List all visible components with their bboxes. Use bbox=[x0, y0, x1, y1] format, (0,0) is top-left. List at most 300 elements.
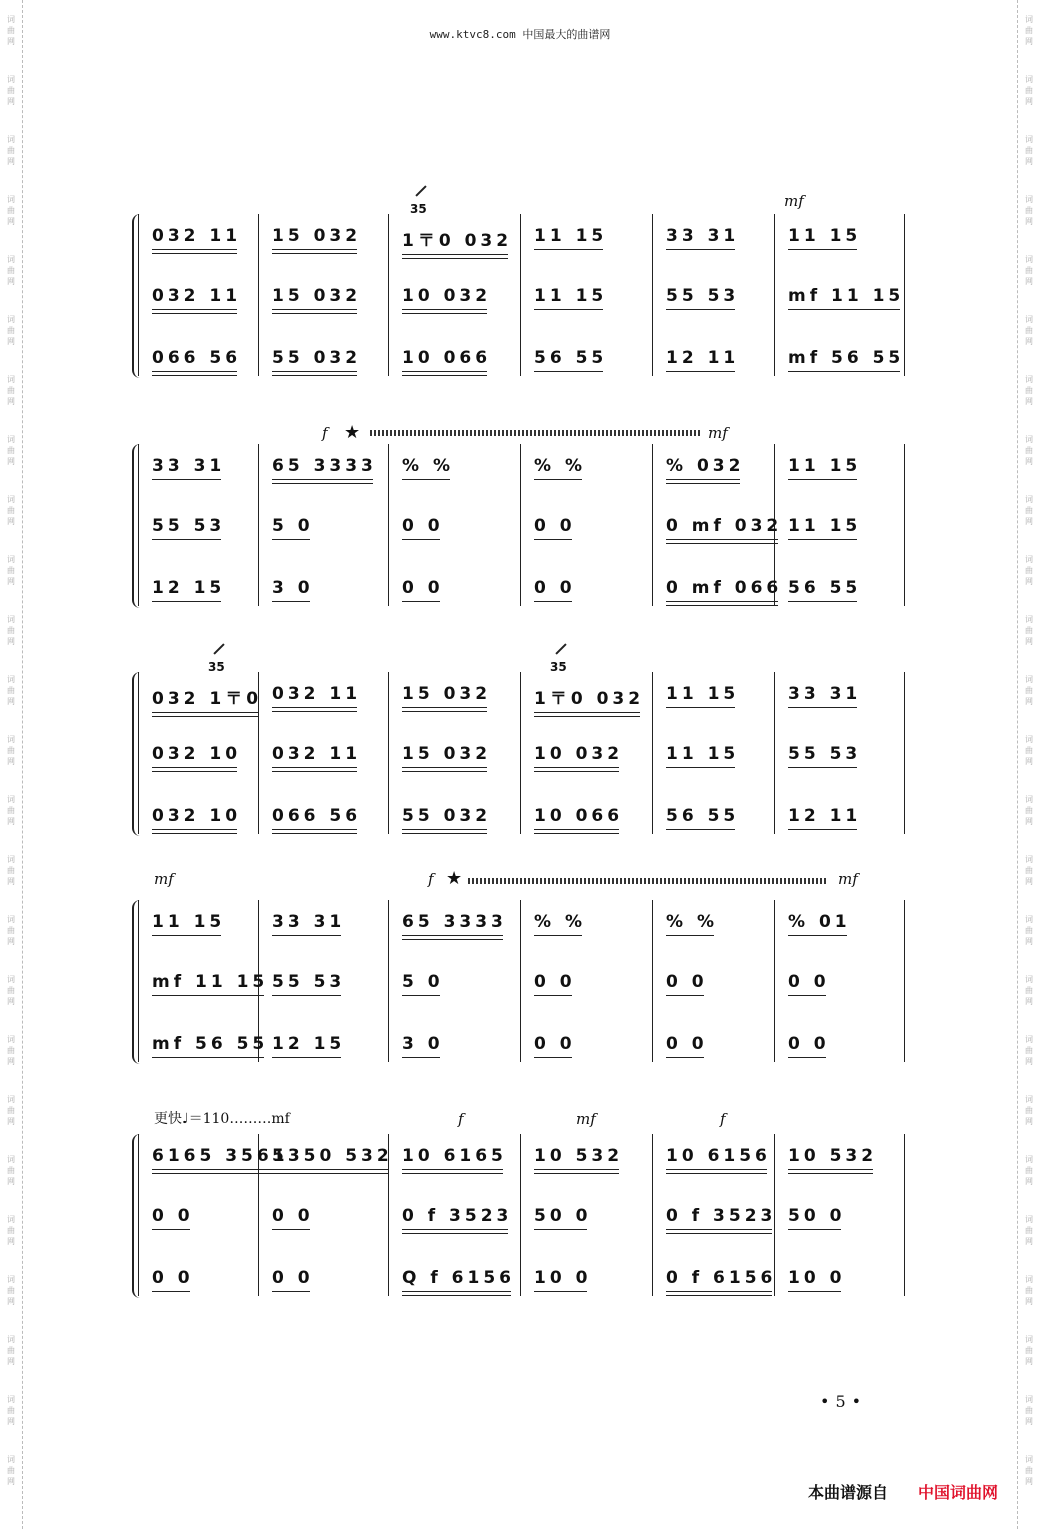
measure-notes: 33 31 bbox=[666, 226, 739, 246]
glissando-mark bbox=[555, 643, 566, 654]
beam-line bbox=[666, 605, 778, 606]
beam-line bbox=[152, 249, 237, 250]
watermark-glyphs: 词 曲 网 bbox=[7, 374, 15, 406]
beam-line bbox=[534, 309, 603, 310]
beam-line bbox=[272, 253, 357, 254]
measure-notes: 33 31 bbox=[788, 684, 861, 704]
measure-notes: 0 0 bbox=[534, 1034, 576, 1054]
beam-line bbox=[666, 707, 735, 708]
beam-line bbox=[402, 601, 440, 602]
star-mark: ★ bbox=[446, 868, 463, 889]
watermark-glyphs: 词 曲 网 bbox=[1025, 254, 1033, 286]
barline bbox=[388, 672, 389, 834]
beam-line bbox=[402, 258, 508, 259]
measure-notes: 032 10 bbox=[152, 806, 241, 826]
watermark-glyphs: 词 曲 网 bbox=[7, 734, 15, 766]
beam-line bbox=[272, 833, 357, 834]
watermark-glyphs: 词 曲 网 bbox=[7, 914, 15, 946]
measure-notes: 10 6156 bbox=[666, 1146, 771, 1166]
beam-line bbox=[534, 249, 603, 250]
beam-line bbox=[152, 995, 264, 996]
beam-line bbox=[788, 829, 857, 830]
beam-line bbox=[272, 935, 341, 936]
measure-notes: 56 55 bbox=[534, 348, 607, 368]
barline bbox=[258, 444, 259, 606]
measure-notes: % % bbox=[534, 456, 586, 476]
beam-line bbox=[152, 479, 221, 480]
watermark-glyphs: 词 曲 网 bbox=[1025, 1334, 1033, 1366]
watermark-glyphs: 词 曲 网 bbox=[1025, 374, 1033, 406]
site-header bbox=[0, 26, 1040, 42]
beam-line bbox=[272, 1229, 310, 1230]
watermark-glyphs: 词 曲 网 bbox=[1025, 614, 1033, 646]
beam-line bbox=[534, 539, 572, 540]
beam-line bbox=[152, 375, 237, 376]
beam-line bbox=[534, 771, 619, 772]
glissando-mark bbox=[415, 185, 426, 196]
beam-line bbox=[666, 309, 735, 310]
measure-notes: 0 0 bbox=[666, 972, 708, 992]
beam-line bbox=[272, 371, 357, 372]
watermark-glyphs: 词 曲 网 bbox=[1025, 434, 1033, 466]
watermark-glyphs: 词 曲 网 bbox=[7, 1154, 15, 1186]
beam-line bbox=[402, 254, 508, 255]
beam-line bbox=[272, 711, 357, 712]
beam-line bbox=[402, 479, 450, 480]
measure-notes: 10 066 bbox=[402, 348, 491, 368]
beam-line bbox=[152, 833, 237, 834]
watermark-glyphs: 词 曲 网 bbox=[7, 254, 15, 286]
watermark-glyphs: 词 曲 网 bbox=[7, 1454, 15, 1486]
barline bbox=[388, 900, 389, 1062]
beam-line bbox=[788, 935, 847, 936]
beam-line bbox=[152, 716, 258, 717]
dynamic-mark: f bbox=[720, 1110, 726, 1128]
dynamic-mark: mf bbox=[576, 1110, 596, 1128]
score-system bbox=[138, 868, 904, 1066]
beam-line bbox=[402, 829, 487, 830]
measure-notes: 15 032 bbox=[272, 226, 361, 246]
measure-notes: 11 15 bbox=[666, 684, 739, 704]
measure-notes: % 032 bbox=[666, 456, 744, 476]
watermark-glyphs: 词 曲 网 bbox=[1025, 734, 1033, 766]
grace-note: 35 bbox=[550, 660, 567, 674]
barline bbox=[258, 214, 259, 376]
beam-line bbox=[402, 995, 440, 996]
beam-line bbox=[272, 771, 357, 772]
measure-notes: 15 032 bbox=[402, 744, 491, 764]
measure-notes: 12 15 bbox=[272, 1034, 345, 1054]
measure-notes: 56 55 bbox=[788, 578, 861, 598]
measure-notes: 5 0 bbox=[272, 516, 314, 536]
beam-line bbox=[666, 601, 778, 602]
barline bbox=[138, 444, 139, 606]
barline bbox=[520, 672, 521, 834]
barline bbox=[520, 444, 521, 606]
beam-line bbox=[402, 1173, 503, 1174]
beam-line bbox=[788, 1229, 841, 1230]
measure-notes: 11 15 bbox=[788, 456, 861, 476]
barline bbox=[138, 214, 139, 376]
beam-line bbox=[666, 479, 740, 480]
watermark-glyphs: 词 曲 网 bbox=[7, 1274, 15, 1306]
watermark-glyphs: 词 曲 网 bbox=[7, 1094, 15, 1126]
beam-line bbox=[534, 935, 582, 936]
watermark-glyphs: 词 曲 网 bbox=[7, 314, 15, 346]
beam-line bbox=[666, 249, 735, 250]
beam-line bbox=[534, 995, 572, 996]
measure-notes: % % bbox=[534, 912, 586, 932]
measure-notes: 1〒0 032 bbox=[534, 684, 644, 709]
page-number: •5• bbox=[820, 1392, 868, 1411]
measure-notes: 15 032 bbox=[402, 684, 491, 704]
measure-notes: 12 15 bbox=[152, 578, 225, 598]
watermark-glyphs: 词 曲 网 bbox=[7, 1334, 15, 1366]
measure-notes: 032 11 bbox=[272, 684, 361, 704]
measure-notes: 33 31 bbox=[152, 456, 225, 476]
watermark-glyphs: 词 曲 网 bbox=[1025, 1034, 1033, 1066]
barline bbox=[652, 900, 653, 1062]
measure-notes: 5350 532 bbox=[272, 1146, 393, 1166]
beam-line bbox=[788, 1291, 841, 1292]
beam-line bbox=[666, 1295, 772, 1296]
beam-line bbox=[272, 707, 357, 708]
watermark-glyphs: 词 曲 网 bbox=[1025, 854, 1033, 886]
beam-line bbox=[272, 1057, 341, 1058]
measure-notes: 032 1〒0 bbox=[152, 684, 262, 709]
footer-source-label: 本曲谱源自 bbox=[808, 1483, 889, 1502]
dynamic-mark: mf bbox=[838, 870, 858, 888]
measure-notes: 55 53 bbox=[788, 744, 861, 764]
measure-notes: mf 11 15 bbox=[152, 972, 268, 992]
barline bbox=[388, 444, 389, 606]
measure-notes: 33 31 bbox=[272, 912, 345, 932]
beam-line bbox=[402, 1233, 508, 1234]
site-url[interactable]: www.ktvc8.com bbox=[429, 28, 516, 41]
measure-notes: mf 56 55 bbox=[152, 1034, 268, 1054]
beam-line bbox=[402, 1169, 503, 1170]
measure-notes: 032 10 bbox=[152, 744, 241, 764]
measure-notes: 10 032 bbox=[402, 286, 491, 306]
watermark-glyphs: 词 曲 网 bbox=[7, 854, 15, 886]
measure-notes: 0 0 bbox=[402, 578, 444, 598]
left-watermark-strip bbox=[0, 0, 23, 1529]
beam-line bbox=[666, 483, 740, 484]
measure-notes: 0 0 bbox=[534, 516, 576, 536]
measure-notes: 65 3333 bbox=[402, 912, 507, 932]
beam-line bbox=[788, 249, 857, 250]
beam-line bbox=[666, 935, 714, 936]
beam-line bbox=[402, 1229, 508, 1230]
barline bbox=[904, 900, 905, 1062]
watermark-glyphs: 词 曲 网 bbox=[1025, 1394, 1033, 1426]
barline bbox=[774, 672, 775, 834]
grace-note: 35 bbox=[208, 660, 225, 674]
watermark-glyphs: 词 曲 网 bbox=[7, 794, 15, 826]
barline bbox=[388, 214, 389, 376]
measure-notes: 11 15 bbox=[534, 286, 607, 306]
tempo-marking: 更快♩＝110………mf bbox=[154, 1111, 290, 1127]
beam-line bbox=[666, 1291, 772, 1292]
beam-line bbox=[272, 829, 357, 830]
beam-line bbox=[666, 767, 735, 768]
beam-line bbox=[272, 313, 357, 314]
watermark-glyphs: 词 曲 网 bbox=[7, 554, 15, 586]
beam-line bbox=[152, 313, 237, 314]
beam-line bbox=[272, 479, 373, 480]
beam-line bbox=[402, 309, 487, 310]
beam-line bbox=[272, 1173, 389, 1174]
beam-line bbox=[272, 249, 357, 250]
beam-line bbox=[788, 995, 826, 996]
beam-line bbox=[666, 371, 735, 372]
measure-notes: 10 032 bbox=[534, 744, 623, 764]
watermark-glyphs: 词 曲 网 bbox=[7, 14, 15, 46]
beam-line bbox=[272, 1291, 310, 1292]
wavy-line bbox=[370, 430, 700, 436]
beam-line bbox=[534, 1169, 619, 1170]
measure-notes: mf 11 15 bbox=[788, 286, 904, 306]
barline bbox=[904, 1134, 905, 1296]
barline bbox=[774, 900, 775, 1062]
beam-line bbox=[272, 767, 357, 768]
measure-notes: 0 0 bbox=[272, 1206, 314, 1226]
watermark-glyphs: 词 曲 网 bbox=[1025, 1154, 1033, 1186]
measure-notes: 55 53 bbox=[272, 972, 345, 992]
beam-line bbox=[402, 1291, 511, 1292]
measure-notes: 11 15 bbox=[788, 226, 861, 246]
watermark-glyphs: 词 曲 网 bbox=[1025, 1274, 1033, 1306]
measure-notes: 032 11 bbox=[152, 226, 241, 246]
beam-line bbox=[534, 829, 619, 830]
dynamic-mark: mf bbox=[784, 192, 804, 210]
dynamic-mark: f bbox=[458, 1110, 464, 1128]
beam-line bbox=[534, 601, 572, 602]
measure-notes: % % bbox=[666, 912, 718, 932]
measure-notes: 066 56 bbox=[152, 348, 241, 368]
watermark-glyphs: 词 曲 网 bbox=[7, 194, 15, 226]
score-system bbox=[138, 192, 905, 380]
barline bbox=[520, 1134, 521, 1296]
watermark-glyphs: 词 曲 网 bbox=[7, 74, 15, 106]
watermark-glyphs: 词 曲 网 bbox=[1025, 1214, 1033, 1246]
wavy-line bbox=[468, 878, 828, 884]
barline bbox=[138, 1134, 139, 1296]
measure-notes: % 01 bbox=[788, 912, 851, 932]
beam-line bbox=[152, 253, 237, 254]
measure-notes: 5 0 bbox=[402, 972, 444, 992]
star-mark: ★ bbox=[344, 422, 361, 443]
dynamic-mark: f bbox=[322, 424, 328, 442]
beam-line bbox=[534, 1057, 572, 1058]
measure-notes: 0 0 bbox=[788, 1034, 830, 1054]
beam-line bbox=[152, 1057, 264, 1058]
watermark-glyphs: 词 曲 网 bbox=[1025, 914, 1033, 946]
beam-line bbox=[788, 1057, 826, 1058]
barline bbox=[138, 672, 139, 834]
beam-line bbox=[402, 707, 487, 708]
watermark-glyphs: 词 曲 网 bbox=[7, 1214, 15, 1246]
beam-line bbox=[402, 1057, 440, 1058]
watermark-glyphs: 词 曲 网 bbox=[1025, 74, 1033, 106]
beam-line bbox=[402, 939, 503, 940]
beam-line bbox=[402, 711, 487, 712]
measure-notes: 0 0 bbox=[402, 516, 444, 536]
watermark-glyphs: 词 曲 网 bbox=[1025, 494, 1033, 526]
beam-line bbox=[534, 833, 619, 834]
measure-notes: 50 0 bbox=[788, 1206, 845, 1226]
barline bbox=[138, 900, 139, 1062]
beam-line bbox=[152, 1173, 285, 1174]
beam-line bbox=[402, 833, 487, 834]
measure-notes: 10 6165 bbox=[402, 1146, 507, 1166]
watermark-glyphs: 词 曲 网 bbox=[7, 614, 15, 646]
watermark-glyphs: 词 曲 网 bbox=[1025, 134, 1033, 166]
beam-line bbox=[152, 712, 258, 713]
watermark-glyphs: 词 曲 网 bbox=[1025, 14, 1033, 46]
measure-notes: 3 0 bbox=[272, 578, 314, 598]
beam-line bbox=[152, 309, 237, 310]
watermark-glyphs: 词 曲 网 bbox=[7, 134, 15, 166]
watermark-glyphs: 词 曲 网 bbox=[7, 974, 15, 1006]
beam-line bbox=[272, 483, 373, 484]
beam-line bbox=[152, 771, 237, 772]
beam-line bbox=[402, 771, 487, 772]
dynamic-mark: mf bbox=[708, 424, 728, 442]
beam-line bbox=[152, 767, 237, 768]
measure-notes: 6165 3561 bbox=[152, 1146, 289, 1166]
beam-line bbox=[534, 1229, 587, 1230]
watermark-glyphs: 词 曲 网 bbox=[1025, 314, 1033, 346]
beam-line bbox=[666, 539, 778, 540]
beam-line bbox=[152, 1291, 190, 1292]
beam-line bbox=[534, 767, 619, 768]
beam-line bbox=[152, 1169, 285, 1170]
right-watermark-strip bbox=[1017, 0, 1040, 1529]
beam-line bbox=[666, 829, 735, 830]
beam-line bbox=[788, 1169, 873, 1170]
barline bbox=[520, 214, 521, 376]
barline bbox=[904, 672, 905, 834]
dynamic-mark: f bbox=[428, 870, 434, 888]
beam-line bbox=[534, 716, 640, 717]
measure-notes: 55 032 bbox=[402, 806, 491, 826]
watermark-glyphs: 词 曲 网 bbox=[7, 1394, 15, 1426]
watermark-glyphs: 词 曲 网 bbox=[7, 434, 15, 466]
beam-line bbox=[534, 479, 582, 480]
measure-notes: 10 532 bbox=[788, 1146, 877, 1166]
beam-line bbox=[402, 767, 487, 768]
beam-line bbox=[788, 371, 900, 372]
beam-line bbox=[152, 371, 237, 372]
watermark-glyphs: 词 曲 网 bbox=[7, 1034, 15, 1066]
measure-notes: 50 0 bbox=[534, 1206, 591, 1226]
measure-notes: 65 3333 bbox=[272, 456, 377, 476]
measure-notes: 56 55 bbox=[666, 806, 739, 826]
beam-line bbox=[152, 829, 237, 830]
measure-notes: 0 mf 032 bbox=[666, 516, 782, 536]
beam-line bbox=[402, 539, 440, 540]
beam-line bbox=[788, 539, 857, 540]
beam-line bbox=[788, 309, 900, 310]
score-system bbox=[138, 1110, 904, 1300]
beam-line bbox=[666, 1229, 772, 1230]
barline bbox=[520, 900, 521, 1062]
beam-line bbox=[666, 543, 778, 544]
measure-notes: 0 mf 066 bbox=[666, 578, 782, 598]
footer-site-name[interactable]: 中国词曲网 bbox=[918, 1483, 999, 1502]
measure-notes: 0 0 bbox=[534, 972, 576, 992]
beam-line bbox=[788, 479, 857, 480]
measure-notes: 10 0 bbox=[788, 1268, 845, 1288]
measure-notes: 55 53 bbox=[152, 516, 225, 536]
barline bbox=[652, 444, 653, 606]
barline bbox=[652, 214, 653, 376]
dynamic-mark: mf bbox=[154, 870, 174, 888]
measure-notes: 0 0 bbox=[152, 1268, 194, 1288]
watermark-glyphs: 词 曲 网 bbox=[7, 674, 15, 706]
barline bbox=[652, 672, 653, 834]
measure-notes: 0 f 3523 bbox=[402, 1206, 512, 1226]
measure-notes: 11 15 bbox=[666, 744, 739, 764]
watermark-glyphs: 词 曲 网 bbox=[1025, 1454, 1033, 1486]
watermark-glyphs: 词 曲 网 bbox=[1025, 674, 1033, 706]
measure-notes: 10 0 bbox=[534, 1268, 591, 1288]
watermark-glyphs: 词 曲 网 bbox=[1025, 554, 1033, 586]
grace-note: 35 bbox=[410, 202, 427, 216]
beam-line bbox=[272, 995, 341, 996]
site-title: 中国最大的曲谱网 bbox=[522, 28, 611, 41]
beam-line bbox=[788, 601, 857, 602]
beam-line bbox=[788, 707, 857, 708]
measure-notes: 15 032 bbox=[272, 286, 361, 306]
barline bbox=[652, 1134, 653, 1296]
measure-notes: 11 15 bbox=[534, 226, 607, 246]
score-system bbox=[138, 422, 904, 610]
measure-notes: 0 0 bbox=[534, 578, 576, 598]
measure-notes: 066 56 bbox=[272, 806, 361, 826]
beam-line bbox=[152, 601, 221, 602]
measure-notes: 55 53 bbox=[666, 286, 739, 306]
beam-line bbox=[534, 712, 640, 713]
beam-line bbox=[152, 539, 221, 540]
watermark-glyphs: 词 曲 网 bbox=[1025, 1094, 1033, 1126]
beam-line bbox=[272, 309, 357, 310]
beam-line bbox=[666, 1169, 767, 1170]
measure-notes: 0 f 3523 bbox=[666, 1206, 776, 1226]
beam-line bbox=[788, 767, 857, 768]
measure-notes: 032 11 bbox=[152, 286, 241, 306]
measure-notes: 11 15 bbox=[152, 912, 225, 932]
beam-line bbox=[152, 1229, 190, 1230]
measure-notes: 3 0 bbox=[402, 1034, 444, 1054]
beam-line bbox=[402, 935, 503, 936]
beam-line bbox=[666, 1233, 772, 1234]
barline bbox=[904, 444, 905, 606]
glissando-mark bbox=[213, 643, 224, 654]
measure-notes: 10 066 bbox=[534, 806, 623, 826]
measure-notes: 0 0 bbox=[666, 1034, 708, 1054]
watermark-glyphs: 词 曲 网 bbox=[1025, 194, 1033, 226]
beam-line bbox=[402, 1295, 511, 1296]
measure-notes: 10 532 bbox=[534, 1146, 623, 1166]
measure-notes: 0 f 6156 bbox=[666, 1268, 776, 1288]
beam-line bbox=[402, 371, 487, 372]
beam-line bbox=[272, 375, 357, 376]
beam-line bbox=[666, 1173, 767, 1174]
measure-notes: % % bbox=[402, 456, 454, 476]
beam-line bbox=[534, 1173, 619, 1174]
